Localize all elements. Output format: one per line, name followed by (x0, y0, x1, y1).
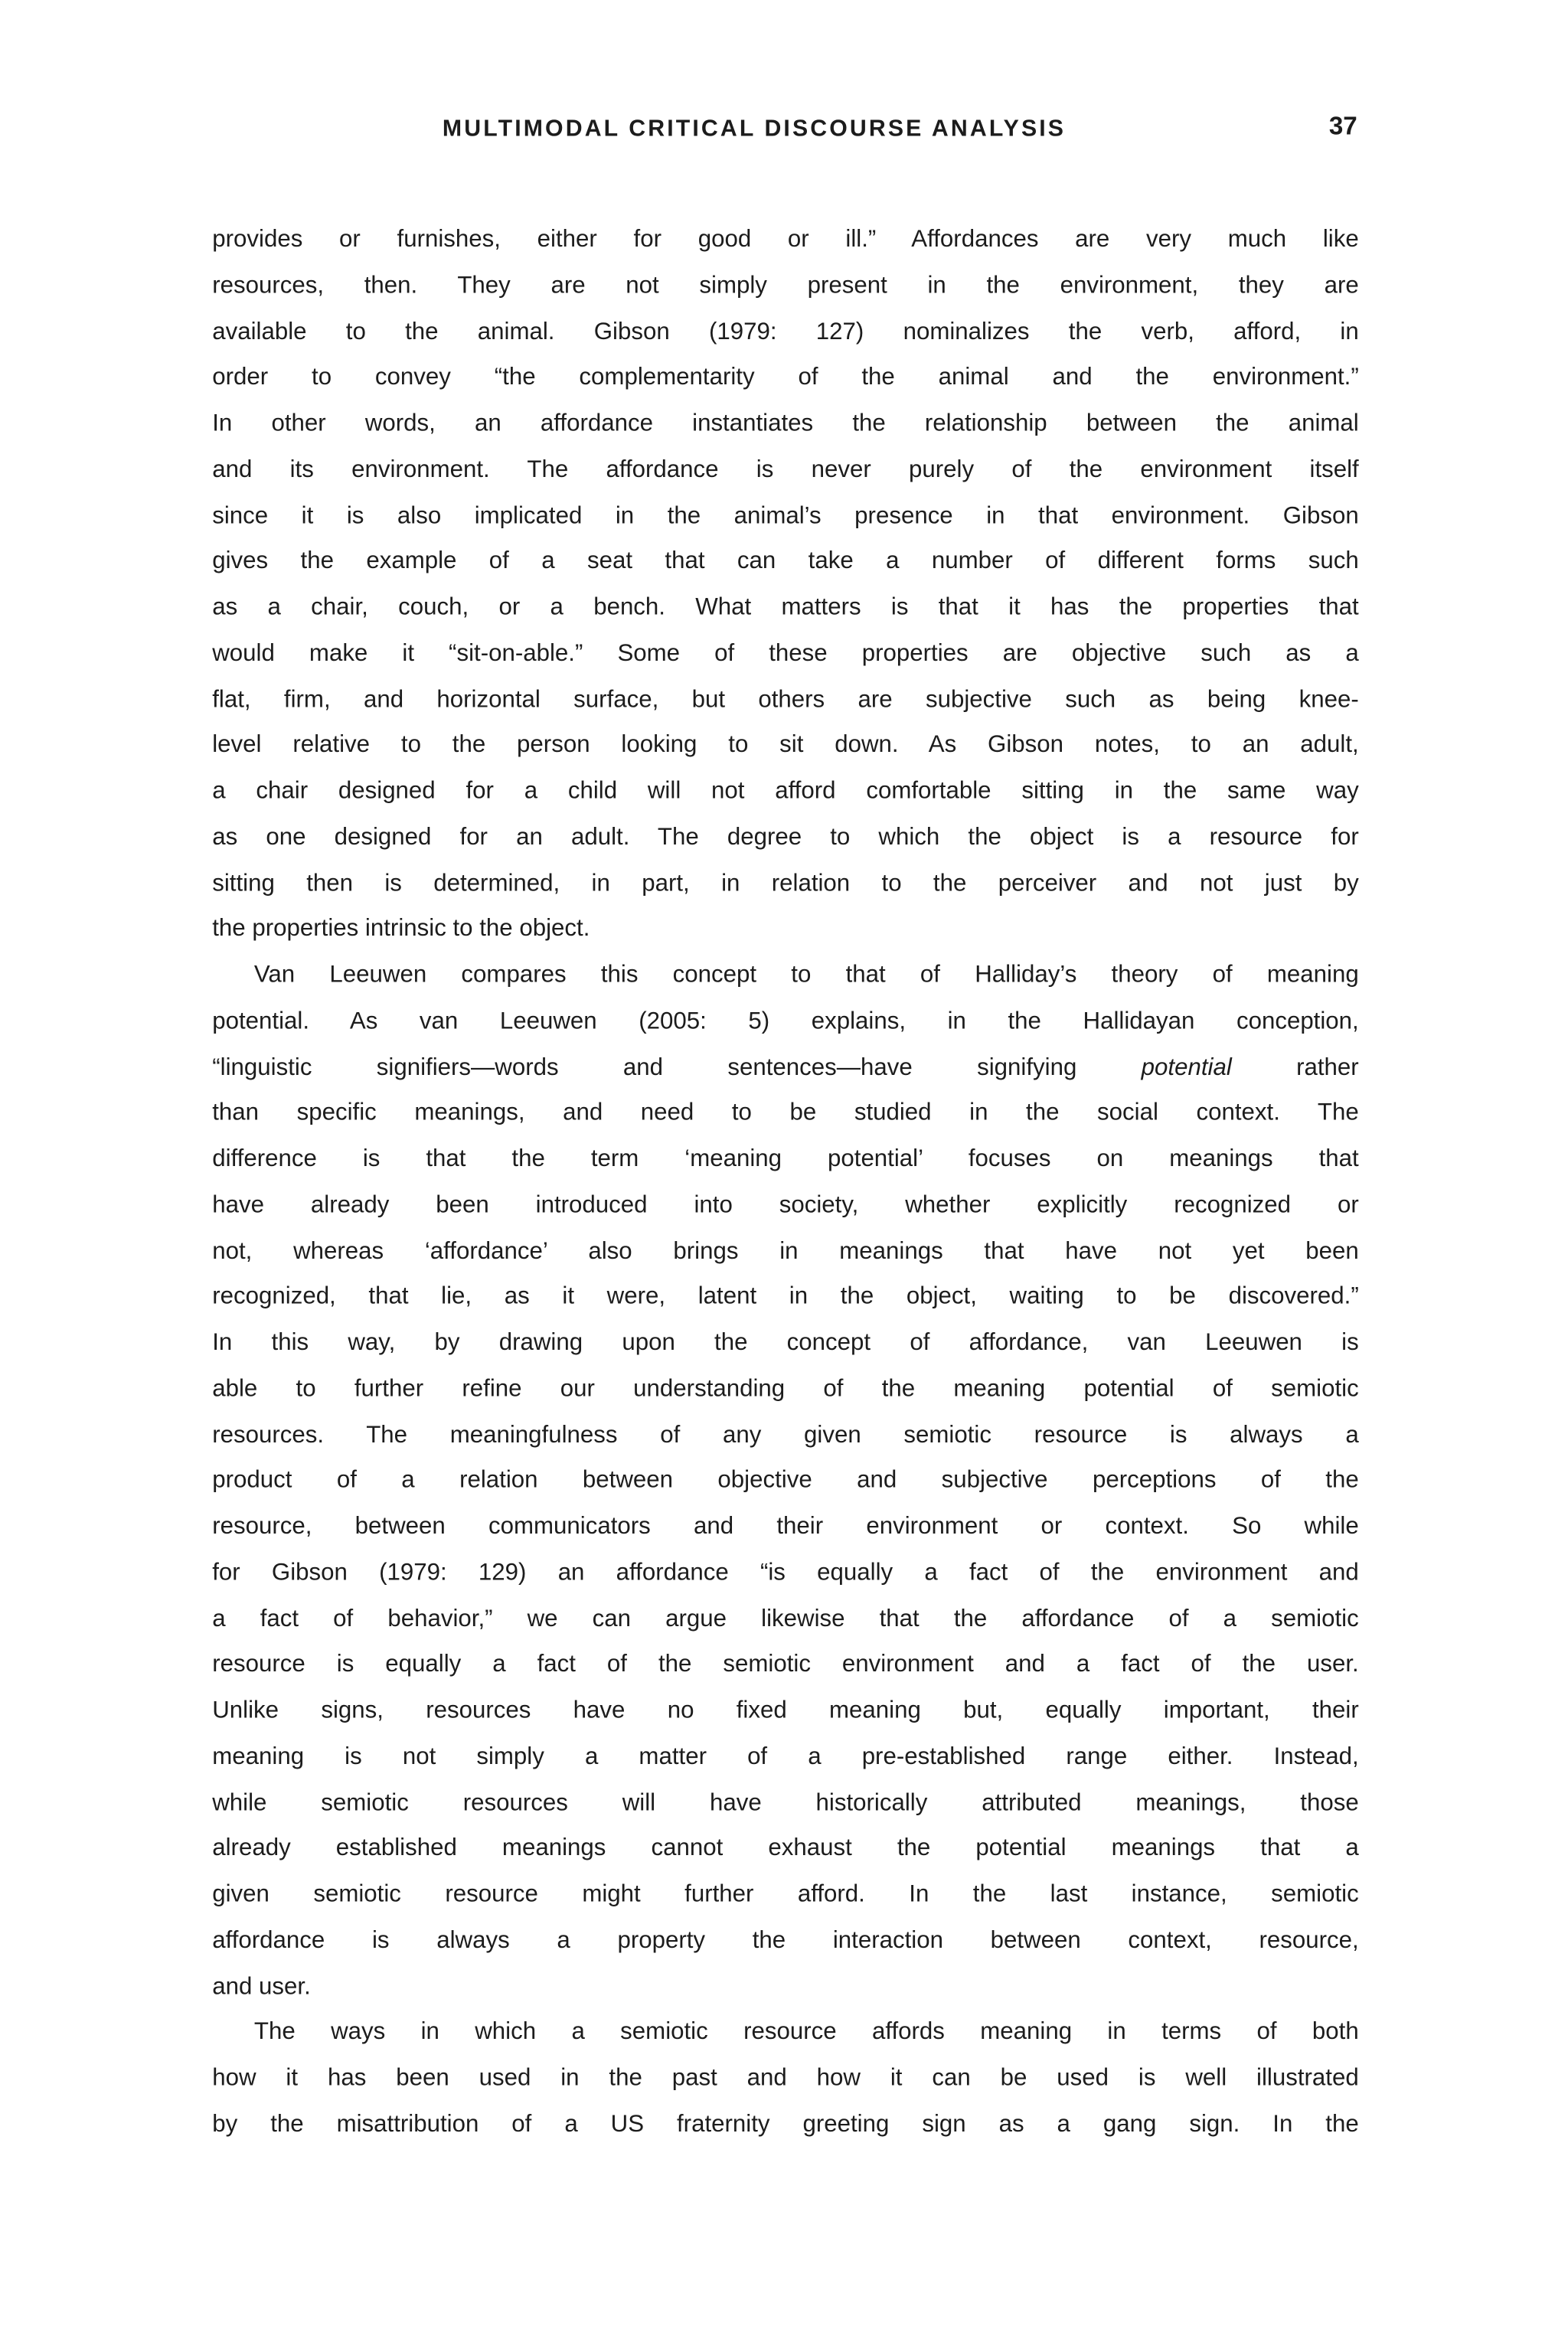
text-line: Unlike signs, resources have no fixed meaning but, equally important, their (212, 1697, 1359, 1724)
running-head: MULTIMODAL CRITICAL DISCOURSE ANALYSIS (442, 116, 1067, 142)
text-line: since it is also implicated in the animal’s presence in that environment. Gibson (212, 502, 1359, 529)
text-line: recognized, that lie, as it were, latent in the object, waiting to be discovered.” (212, 1284, 1359, 1310)
text-line: sitting then is determined, in part, in relation to the perceiver and not just by (212, 871, 1359, 897)
text-line: resources. The meaningfulness of any given semiotic resource is always a (212, 1422, 1359, 1448)
paragraph (212, 962, 1358, 2020)
text-line: The ways in which a semiotic resource affords meaning in terms of both (253, 2020, 1359, 2046)
text-line: able to further refine our understanding of the meaning potential of semiotic (212, 1376, 1359, 1402)
text-line-with-italic (212, 1054, 1358, 1100)
text-line: potential. As van Leeuwen (2005: 5) explains, in the Hallidayan conception, (212, 1008, 1359, 1034)
text-line: resources, then. They are not simply present in the environment, they are (212, 273, 1359, 299)
text-line: Van Leeuwen compares this concept to that of Halliday’s theory of meaning (253, 962, 1359, 988)
text-line: the properties intrinsic to the object. (212, 916, 590, 942)
text-line: have already been introduced into society, whether explicitly recognized or (212, 1192, 1359, 1218)
text-line: already established meanings cannot exhaust the potential meanings that a (212, 1836, 1359, 1862)
text-line: resource, between communicators and their environment or context. So while (212, 1514, 1359, 1540)
text-line: provides or furnishes, either for good or ill.” Affordances are very much like (212, 227, 1359, 253)
text-line: flat, firm, and horizontal surface, but others are subjective such as being knee- (212, 687, 1359, 713)
text-line: resource is equally a fact of the semiotic environment and a fact of the user. (212, 1651, 1359, 1678)
paragraph (212, 227, 1358, 963)
text-line: than specific meanings, and need to be studied in the social context. The (212, 1100, 1359, 1126)
text-line: order to convey “the complementarity of the animal and the environment.” (212, 364, 1359, 391)
text-line: a fact of behavior,” we can argue likewise that the affordance of a semiotic (212, 1606, 1359, 1632)
text-line: by the misattribution of a US fraternity greeting sign as a gang sign. In the (212, 2112, 1359, 2138)
text-line: how it has been used in the past and how it can be used is well illustrated (212, 2066, 1359, 2092)
text-line: a chair designed for a child will not afford comfortable sitting in the same way (212, 779, 1359, 805)
text-line: for Gibson (1979: 129) an affordance “is equally a fact of the environment and (212, 1560, 1359, 1586)
text-line: In other words, an affordance instantiates the relationship between the animal (212, 410, 1359, 437)
text-line: as one designed for an adult. The degree to which the object is a resource for (212, 825, 1359, 851)
text-line: gives the example of a seat that can take a number of different forms such (212, 549, 1359, 575)
text-line: difference is that the term ‘meaning potential’ focuses on meanings that (212, 1146, 1359, 1172)
text-line: and its environment. The affordance is never purely of the environment itself (212, 456, 1359, 483)
text-line: product of a relation between objective and subjective perceptions of the (212, 1468, 1359, 1494)
italic-word: potential (1141, 1054, 1232, 1080)
text-line: available to the animal. Gibson (1979: 127) nominalizes the verb, afford, in (212, 318, 1359, 345)
text-line: and user. (212, 1974, 311, 2000)
text-line: not, whereas ‘affordance’ also brings in meanings that have not yet been (212, 1238, 1359, 1264)
text-line: while semiotic resources will have historically attributed meanings, those (212, 1789, 1359, 1816)
body-text (212, 227, 1358, 2158)
text-line: given semiotic resource might further afford. In the last instance, semiotic (212, 1882, 1359, 1908)
paragraph (212, 2020, 1358, 2158)
text-line: would make it “sit-on-able.” Some of these properties are objective such as a (212, 641, 1359, 667)
text-line: In this way, by drawing upon the concept of affordance, van Leeuwen is (212, 1330, 1359, 1356)
text-line: level relative to the person looking to sit down. As Gibson notes, to an adult, (212, 733, 1359, 759)
text-fragment: rather (1231, 1054, 1359, 1080)
text-fragment: “linguistic signifiers—words and sentences—have signifying (212, 1054, 1142, 1080)
page-number: 37 (1328, 112, 1357, 141)
text-line: meaning is not simply a matter of a pre-established range either. Instead, (212, 1743, 1359, 1770)
text-line: as a chair, couch, or a bench. What matters is that it has the properties that (212, 595, 1359, 621)
text-line: affordance is always a property the interaction between context, resource, (212, 1928, 1359, 1954)
